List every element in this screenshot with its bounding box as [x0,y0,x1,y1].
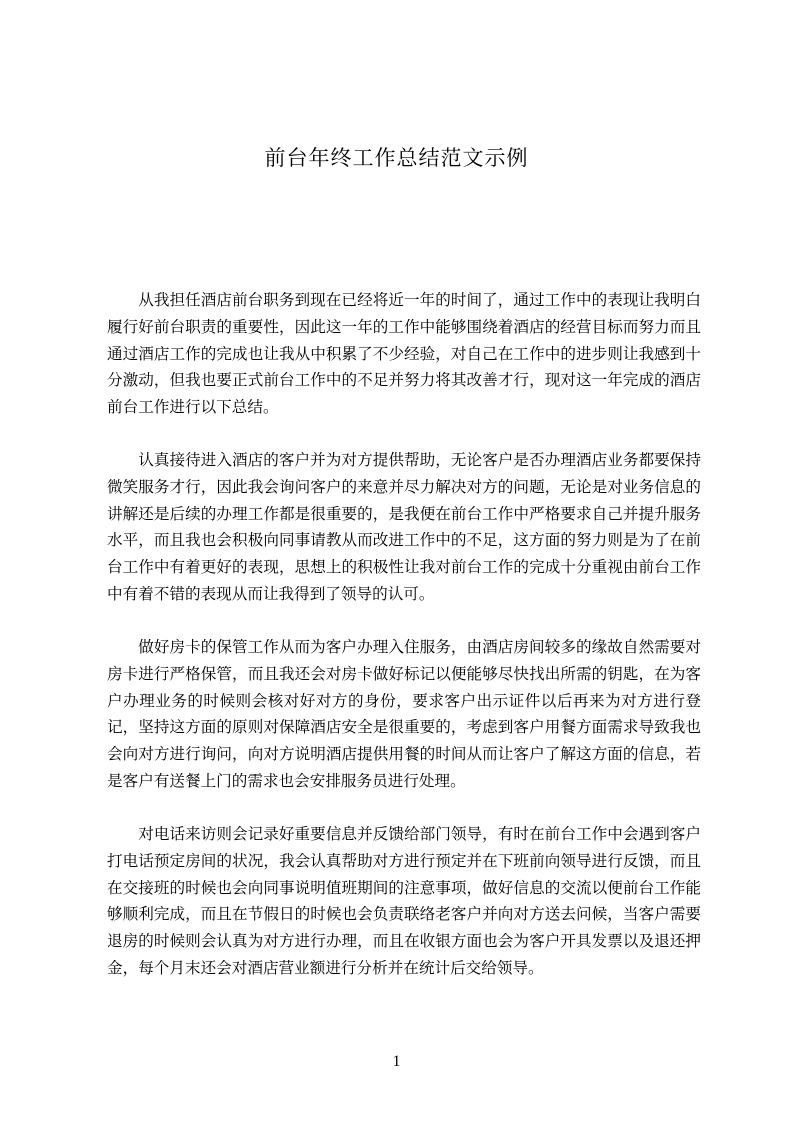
page-number: 1 [392,1053,401,1070]
paragraph-4: 对电话来访则会记录好重要信息并反馈给部门领导，有时在前台工作中会遇到客户打电话预定房间的状况，我会认真帮助对方进行预定并在下班前向领导进行反馈，而且在交接班的时候也会向同事说明值班期间的注意事项，做好信息的交流以便前台工作能够顺利完成，而且在节假日的时候也会负责联络老客户并向对方送去问候，当客户需要退房的时候则会认真为对方进行办理，而且在收银方面也会为客户开具发票以及退还押金，每个月末还会对酒店营业额进行分析并在统计后交给领导。 [107,825,701,977]
paragraph-2: 认真接待进入酒店的客户并为对方提供帮助，无论客户是否办理酒店业务都要保持微笑服务才行，因此我会询问客户的来意并尽力解决对方的问题，无论是对业务信息的讲解还是后续的办理工作都是很重要的，是我便在前台工作中严格要求自己并提升服务水平，而且我也会积极向同事请教从而改进工作中的不足，这方面的努力则是为了在前台工作中有着更好的表现，思想上的积极性让我对前台工作的完成十分重视由前台工作中有着不错的表现从而让我得到了领导的认可。 [107,451,701,603]
paragraph-1: 从我担任酒店前台职务到现在已经将近一年的时间了，通过工作中的表现让我明白履行好前台职责的重要性，因此这一年的工作中能够围绕着酒店的经营目标而努力而且通过酒店工作的完成也让我从中积累了不少经验，对自己在工作中的进步则让我感到十分激动，但我也要正式前台工作中的不足并努力将其改善才行，现对这一年完成的酒店前台工作进行以下总结。 [107,291,701,417]
document-title: 前台年终工作总结范文示例 [264,146,529,170]
paragraph-3: 做好房卡的保管工作从而为客户办理入住服务，由酒店房间较多的缘故自然需要对房卡进行严格保管，而且我还会对房卡做好标记以便能够尽快找出所需的钥匙，在为客户办理业务的时候则会核对好对方的身份，要求客户出示证件以后再来为对方进行登记，坚持这方面的原则对保障酒店安全是很重要的，考虑到客户用餐方面需求导致我也会向对方进行询问，向对方说明酒店提供用餐的时间从而让客户了解这方面的信息，若是客户有送餐上门的需求也会安排服务员进行处理。 [107,638,701,790]
